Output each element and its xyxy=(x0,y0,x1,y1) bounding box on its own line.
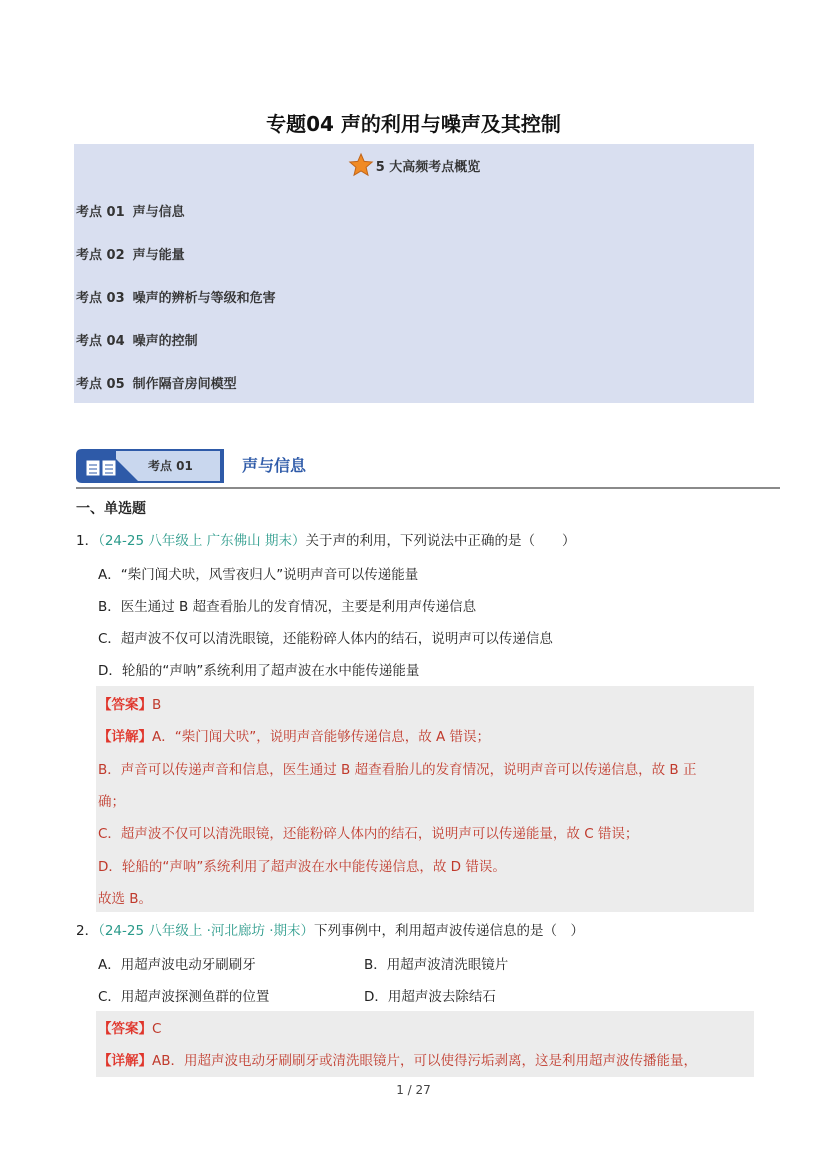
overview-item-code: 考点 02 xyxy=(76,248,125,263)
detail-text: AB．用超声波电动牙刷刷牙或清洗眼镜片，可以使得污垢剥离，这是利用超声波传播能量， xyxy=(152,1053,697,1069)
overview-item-label: 噪声的控制 xyxy=(132,334,198,349)
question-1-option-a: A．“柴门闻犬吠，风雪夜归人”说明声音可以传递能量 xyxy=(98,567,419,583)
section-divider xyxy=(76,487,780,489)
question-number: 1． xyxy=(76,533,99,549)
question-1-option-c: C．超声波不仅可以清洗眼镜，还能粉碎人体内的结石，说明声可以传递信息 xyxy=(98,631,553,647)
overview-heading xyxy=(74,152,754,178)
overview-item-code: 考点 01 xyxy=(76,205,125,220)
part-heading: 一、单选题 xyxy=(76,501,146,517)
star-icon xyxy=(348,152,374,178)
question-1-answer-box xyxy=(96,686,754,912)
question-1-option-b: B．医生通过 B 超查看胎儿的发育情况，主要是利用声传递信息 xyxy=(98,599,477,615)
overview-item-code: 考点 03 xyxy=(76,291,125,306)
question-1-detail-line-4: C．超声波不仅可以清洗眼镜，还能粉碎人体内的结石，说明声可以传递能量，故 C 错误； xyxy=(98,826,639,842)
overview-item-01 xyxy=(76,201,185,220)
question-2-option-b: B．用超声波清洗眼镜片 xyxy=(364,957,509,973)
overview-heading-text: 5 大高频考点概览 xyxy=(375,159,481,175)
detail-text: A．“柴门闻犬吠”，说明声音能够传递信息，故 A 错误； xyxy=(152,729,491,745)
question-source: （24-25 八年级上 ·河北廊坊 ·期末） xyxy=(98,923,315,939)
answer-value: C xyxy=(152,1021,162,1037)
question-2-option-a: A．用超声波电动牙刷刷牙 xyxy=(98,957,256,973)
overview-item-code: 考点 05 xyxy=(76,377,125,392)
section-title: 声与信息 xyxy=(242,456,307,475)
question-2-answer xyxy=(98,1017,161,1037)
overview-item-04 xyxy=(76,330,198,349)
question-text: 下列事例中，利用超声波传递信息的是（ ） xyxy=(314,923,585,939)
question-source: （24-25 八年级上 广东佛山 期末） xyxy=(98,533,306,549)
detail-tag: 【详解】 xyxy=(98,729,152,745)
detail-tag: 【详解】 xyxy=(98,1053,152,1069)
overview-item-label: 噪声的辨析与等级和危害 xyxy=(132,291,276,306)
question-1-option-d: D．轮船的“声呐”系统利用了超声波在水中能传递能量 xyxy=(98,663,420,679)
question-2-option-c: C．用超声波探测鱼群的位置 xyxy=(98,989,270,1005)
overview-panel xyxy=(74,144,754,403)
document-title: 专题04 声的利用与噪声及其控制 xyxy=(266,112,561,136)
question-1-answer xyxy=(98,693,161,713)
question-number: 2． xyxy=(76,923,99,939)
question-text: 关于声的利用，下列说法中正确的是（ ） xyxy=(305,533,576,549)
overview-item-02 xyxy=(76,244,185,263)
overview-item-05 xyxy=(76,373,237,392)
question-1-detail-line-6: 故选 B。 xyxy=(98,891,153,907)
answer-tag: 【答案】 xyxy=(98,697,152,713)
question-1-detail-line-2: B．声音可以传递声音和信息，医生通过 B 超查看胎儿的发育情况，说明声音可以传递信息，故 B 正 xyxy=(98,762,697,778)
question-1-detail-line-5: D．轮船的“声呐”系统利用了超声波在水中能传递信息，故 D 错误。 xyxy=(98,859,506,875)
question-2-stem xyxy=(76,919,584,939)
overview-item-code: 考点 04 xyxy=(76,334,125,349)
overview-item-label: 制作隔音房间模型 xyxy=(132,377,237,392)
answer-tag: 【答案】 xyxy=(98,1021,152,1037)
overview-item-label: 声与能量 xyxy=(132,248,185,263)
question-2-option-d: D．用超声波去除结石 xyxy=(364,989,496,1005)
question-2-detail-line-1 xyxy=(98,1049,697,1069)
overview-item-03 xyxy=(76,287,276,306)
question-1-detail-line-3: 确； xyxy=(98,794,125,810)
question-1-stem xyxy=(76,529,575,549)
page-number: 1 / 27 xyxy=(396,1083,431,1097)
overview-item-label: 声与信息 xyxy=(132,205,185,220)
answer-value: B xyxy=(152,697,162,713)
question-1-detail-line-1 xyxy=(98,725,490,745)
section-tab-label: 考点 01 xyxy=(148,459,193,473)
